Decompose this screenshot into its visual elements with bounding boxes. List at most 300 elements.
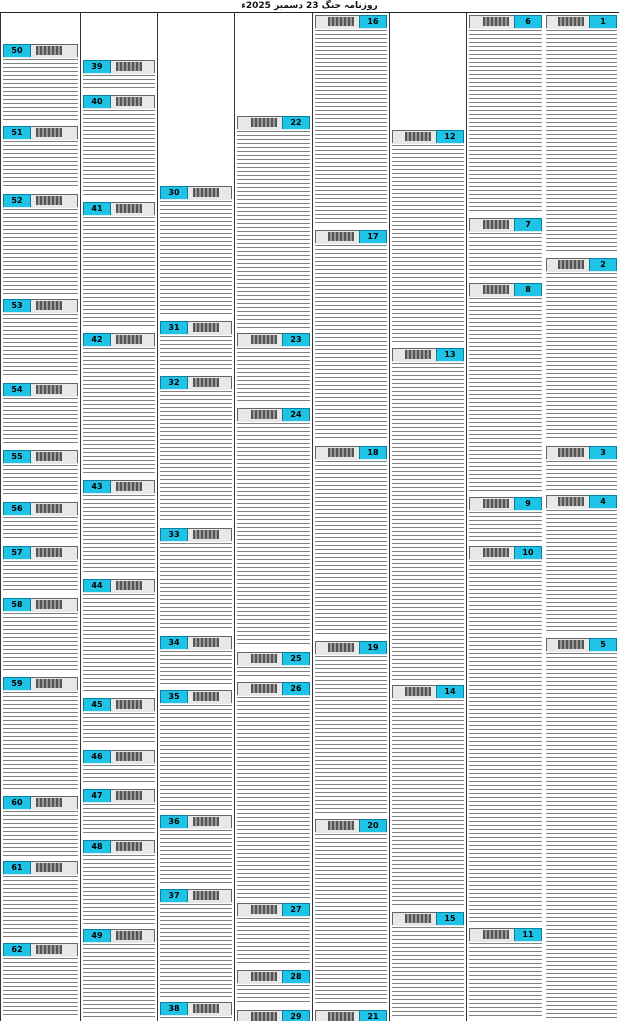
classified-ad <box>3 502 78 543</box>
phone-icon <box>36 385 62 394</box>
classified-column <box>80 13 157 1021</box>
phone-icon <box>328 821 354 830</box>
ad-number-badge: 49 <box>83 929 111 943</box>
ad-text-block <box>83 763 155 784</box>
classified-ad <box>3 194 78 296</box>
phone-icon <box>251 654 277 663</box>
ad-number-badge: 17 <box>359 230 387 244</box>
ad-number-badge: 10 <box>514 546 542 560</box>
classified-ad <box>83 750 155 786</box>
ad-number-badge: 57 <box>3 546 31 560</box>
ad-text-block <box>546 459 617 490</box>
ad-header-bar <box>160 690 232 704</box>
ad-number-badge: 22 <box>282 116 310 130</box>
ad-header-bar <box>237 116 310 130</box>
ad-header-bar <box>160 528 232 542</box>
classified-ad <box>3 598 78 674</box>
ad-header-bar <box>546 258 617 272</box>
ad-text-block <box>469 559 542 923</box>
phone-icon <box>116 62 142 71</box>
classified-column <box>0 13 80 1021</box>
classified-column <box>389 13 466 1021</box>
ad-text-block <box>237 983 310 1005</box>
ad-number-badge: 60 <box>3 796 31 810</box>
classified-ad <box>83 202 155 330</box>
classified-ad <box>469 283 542 494</box>
ad-number-badge: 18 <box>359 446 387 460</box>
phone-icon <box>36 128 62 137</box>
phone-icon <box>116 204 142 213</box>
ad-header-bar <box>83 202 155 216</box>
classified-ad <box>392 685 464 909</box>
ad-header-bar <box>315 446 387 460</box>
ad-header-bar <box>160 889 232 903</box>
ad-header-bar <box>160 815 232 829</box>
classified-ad <box>237 333 310 405</box>
ad-text-block <box>3 611 78 672</box>
ad-text-block <box>237 916 310 965</box>
classified-ad <box>546 258 617 443</box>
ad-text-block <box>83 802 155 835</box>
classified-ad <box>315 230 387 443</box>
ad-text-block <box>83 493 155 574</box>
classified-ad <box>469 15 542 215</box>
ad-text-block <box>83 73 155 90</box>
ad-number-badge: 21 <box>359 1010 387 1021</box>
phone-icon <box>328 1012 354 1021</box>
classified-ad <box>83 698 155 747</box>
phone-icon <box>251 905 277 914</box>
ad-text-block <box>392 361 464 680</box>
ad-text-block <box>160 389 232 523</box>
ad-number-badge: 25 <box>282 652 310 666</box>
ad-text-block <box>315 28 387 225</box>
ad-number-badge: 50 <box>3 44 31 58</box>
classified-ad <box>237 903 310 967</box>
phone-icon <box>116 931 142 940</box>
ad-number-badge: 13 <box>436 348 464 362</box>
ad-header-bar <box>160 636 232 650</box>
ad-header-bar <box>83 840 155 854</box>
ad-header-bar <box>3 126 78 140</box>
ad-text-block <box>160 649 232 685</box>
classified-ad <box>237 408 310 649</box>
classified-ad <box>83 579 155 695</box>
phone-icon <box>483 17 509 26</box>
phone-icon <box>116 791 142 800</box>
ad-header-bar <box>3 299 78 313</box>
ad-number-badge: 9 <box>514 497 542 511</box>
ad-number-badge: 38 <box>160 1002 188 1016</box>
classified-ad <box>160 636 232 687</box>
ad-header-bar <box>3 44 78 58</box>
ad-text-block <box>160 541 232 631</box>
ad-header-bar <box>469 546 542 560</box>
classified-ad <box>160 321 232 373</box>
ad-header-bar <box>160 321 232 335</box>
ad-text-block <box>83 711 155 745</box>
ad-number-badge: 1 <box>589 15 617 29</box>
classified-ad <box>160 528 232 633</box>
ad-header-bar <box>3 383 78 397</box>
ad-header-bar <box>3 194 78 208</box>
classified-ad <box>83 840 155 926</box>
classified-ad <box>3 383 78 447</box>
ad-number-badge: 33 <box>160 528 188 542</box>
ad-number-badge: 12 <box>436 130 464 144</box>
ad-text-block <box>83 108 155 197</box>
phone-icon <box>193 378 219 387</box>
ad-text-block <box>315 243 387 441</box>
classified-ad <box>3 44 78 123</box>
ad-header-bar <box>546 495 617 509</box>
phone-icon <box>251 1012 277 1021</box>
ad-number-badge: 7 <box>514 218 542 232</box>
phone-icon <box>116 842 142 851</box>
phone-icon <box>193 891 219 900</box>
classified-ad <box>83 333 155 477</box>
ad-number-badge: 14 <box>436 685 464 699</box>
ad-header-bar <box>469 283 542 297</box>
ad-header-bar <box>3 861 78 875</box>
classified-ad <box>3 299 78 380</box>
phone-icon <box>405 132 431 141</box>
ad-number-badge: 8 <box>514 283 542 297</box>
ad-number-badge: 55 <box>3 450 31 464</box>
phone-icon <box>193 817 219 826</box>
ad-number-badge: 44 <box>83 579 111 593</box>
phone-icon <box>116 581 142 590</box>
ad-text-block <box>3 956 78 1018</box>
ad-text-block <box>546 28 617 253</box>
phone-icon <box>328 448 354 457</box>
phone-icon <box>405 350 431 359</box>
phone-icon <box>193 323 219 332</box>
ad-header-bar <box>160 1002 232 1016</box>
phone-icon <box>193 1004 219 1013</box>
ad-number-badge: 45 <box>83 698 111 712</box>
ad-header-bar <box>546 15 617 29</box>
ad-header-bar <box>3 677 78 691</box>
ad-header-bar <box>83 60 155 74</box>
ad-header-bar <box>83 789 155 803</box>
classified-column <box>312 13 389 1021</box>
ad-header-bar <box>392 130 464 144</box>
ad-text-block <box>315 832 387 1005</box>
ad-text-block <box>237 346 310 403</box>
phone-icon <box>483 220 509 229</box>
ad-number-badge: 48 <box>83 840 111 854</box>
ad-text-block <box>160 1015 232 1018</box>
ad-number-badge: 47 <box>83 789 111 803</box>
classified-ad <box>237 970 310 1007</box>
ad-number-badge: 5 <box>589 638 617 652</box>
ad-header-bar <box>83 750 155 764</box>
ad-number-badge: 19 <box>359 641 387 655</box>
classified-ad <box>3 943 78 1020</box>
ad-text-block <box>3 139 78 189</box>
ad-number-badge: 6 <box>514 15 542 29</box>
ad-header-bar <box>315 819 387 833</box>
ad-number-badge: 24 <box>282 408 310 422</box>
classified-ad <box>3 126 78 191</box>
ad-header-bar <box>83 579 155 593</box>
ad-header-bar <box>315 641 387 655</box>
ad-number-badge: 27 <box>282 903 310 917</box>
ad-text-block <box>469 28 542 213</box>
classified-ad <box>160 1002 232 1020</box>
ad-header-bar <box>315 15 387 29</box>
classified-ad <box>160 889 232 999</box>
ad-text-block <box>3 874 78 938</box>
ad-text-block <box>315 654 387 814</box>
ad-number-badge: 4 <box>589 495 617 509</box>
ad-header-bar <box>237 682 310 696</box>
ad-header-bar <box>83 698 155 712</box>
ad-number-badge: 40 <box>83 95 111 109</box>
ad-text-block <box>83 942 155 1018</box>
ad-number-badge: 53 <box>3 299 31 313</box>
classified-ad <box>160 690 232 812</box>
phone-icon <box>36 301 62 310</box>
classified-ad <box>392 912 464 1020</box>
ad-number-badge: 32 <box>160 376 188 390</box>
phone-icon <box>251 335 277 344</box>
ad-number-badge: 15 <box>436 912 464 926</box>
ad-number-badge: 42 <box>83 333 111 347</box>
ad-header-bar <box>160 186 232 200</box>
ad-header-bar <box>3 796 78 810</box>
classified-ad <box>469 928 542 1020</box>
ad-text-block <box>3 312 78 378</box>
ad-text-block <box>237 129 310 328</box>
ad-number-badge: 62 <box>3 943 31 957</box>
phone-icon <box>251 972 277 981</box>
ad-number-badge: 31 <box>160 321 188 335</box>
ad-header-bar <box>3 546 78 560</box>
ad-header-bar <box>469 218 542 232</box>
phone-icon <box>558 17 584 26</box>
ad-header-bar <box>469 497 542 511</box>
classified-ad <box>160 815 232 886</box>
classified-ad <box>315 446 387 638</box>
ad-number-badge: 37 <box>160 889 188 903</box>
phone-icon <box>328 17 354 26</box>
classified-ad <box>237 682 310 900</box>
ad-number-badge: 61 <box>3 861 31 875</box>
classified-ad <box>469 218 542 280</box>
classified-ad <box>237 116 310 330</box>
ad-number-badge: 59 <box>3 677 31 691</box>
phone-icon <box>483 285 509 294</box>
ad-text-block <box>3 690 78 791</box>
ad-text-block <box>315 459 387 636</box>
classified-ad <box>3 546 78 595</box>
classified-ad <box>392 130 464 345</box>
ad-text-block <box>83 215 155 328</box>
ad-number-badge: 46 <box>83 750 111 764</box>
ad-number-badge: 54 <box>3 383 31 397</box>
classified-ad <box>3 861 78 940</box>
ad-number-badge: 39 <box>83 60 111 74</box>
phone-icon <box>483 930 509 939</box>
classified-ad <box>546 446 617 492</box>
phone-icon <box>116 97 142 106</box>
ad-text-block <box>3 515 78 541</box>
ad-text-block <box>160 902 232 997</box>
phone-icon <box>328 643 354 652</box>
ad-text-block <box>546 508 617 633</box>
phone-icon <box>483 499 509 508</box>
ad-number-badge: 51 <box>3 126 31 140</box>
ad-number-badge: 58 <box>3 598 31 612</box>
phone-icon <box>36 452 62 461</box>
classified-ad <box>315 819 387 1007</box>
ad-number-badge: 34 <box>160 636 188 650</box>
phone-icon <box>558 640 584 649</box>
ad-number-badge: 29 <box>282 1010 310 1021</box>
phone-icon <box>116 752 142 761</box>
ad-header-bar <box>546 446 617 460</box>
phone-icon <box>116 335 142 344</box>
ad-number-badge: 41 <box>83 202 111 216</box>
phone-icon <box>116 700 142 709</box>
classified-ad <box>237 1010 310 1021</box>
classified-ad <box>3 796 78 858</box>
classified-ad <box>546 638 617 1020</box>
ad-text-block <box>237 421 310 647</box>
ad-header-bar <box>3 450 78 464</box>
ad-number-badge: 35 <box>160 690 188 704</box>
ad-text-block <box>546 651 617 1018</box>
classified-ad <box>83 95 155 199</box>
phone-icon <box>36 548 62 557</box>
ad-header-bar <box>83 95 155 109</box>
ad-number-badge: 16 <box>359 15 387 29</box>
phone-icon <box>193 188 219 197</box>
classified-ad <box>546 495 617 635</box>
phone-icon <box>36 46 62 55</box>
phone-icon <box>405 914 431 923</box>
classified-ad <box>160 186 232 318</box>
classified-ad <box>392 348 464 682</box>
phone-icon <box>36 679 62 688</box>
classified-ad <box>83 789 155 837</box>
ad-header-bar <box>3 502 78 516</box>
classified-column <box>466 13 544 1021</box>
ad-header-bar <box>237 1010 310 1021</box>
classified-column <box>234 13 312 1021</box>
ad-number-badge: 52 <box>3 194 31 208</box>
phone-icon <box>558 260 584 269</box>
phone-icon <box>251 684 277 693</box>
phone-icon <box>36 945 62 954</box>
ad-text-block <box>392 925 464 1018</box>
phone-icon <box>193 638 219 647</box>
ad-header-bar <box>392 685 464 699</box>
ad-text-block <box>3 809 78 856</box>
ad-header-bar <box>237 652 310 666</box>
ad-text-block <box>469 941 542 1018</box>
ad-number-badge: 43 <box>83 480 111 494</box>
ad-text-block <box>3 559 78 593</box>
ad-header-bar <box>315 1010 387 1021</box>
ad-number-badge: 11 <box>514 928 542 942</box>
classified-ad <box>3 677 78 793</box>
phone-icon <box>193 692 219 701</box>
classified-ad <box>315 641 387 816</box>
ad-header-bar <box>392 348 464 362</box>
classified-ad <box>83 480 155 576</box>
ad-header-bar <box>392 912 464 926</box>
ad-number-badge: 2 <box>589 258 617 272</box>
ad-text-block <box>160 334 232 371</box>
phone-icon <box>483 548 509 557</box>
phone-icon <box>36 863 62 872</box>
ad-text-block <box>83 346 155 475</box>
classified-column <box>157 13 234 1021</box>
ad-text-block <box>469 510 542 541</box>
ad-number-badge: 56 <box>3 502 31 516</box>
ad-number-badge: 23 <box>282 333 310 347</box>
ad-header-bar <box>469 15 542 29</box>
ad-number-badge: 20 <box>359 819 387 833</box>
ad-text-block <box>3 57 78 121</box>
classified-ad <box>83 929 155 1020</box>
ad-number-badge: 30 <box>160 186 188 200</box>
ad-text-block <box>469 231 542 278</box>
ad-text-block <box>469 296 542 492</box>
ad-header-bar <box>83 480 155 494</box>
phone-icon <box>251 118 277 127</box>
phone-icon <box>36 504 62 513</box>
phone-icon <box>405 687 431 696</box>
ad-header-bar <box>83 929 155 943</box>
ad-number-badge: 3 <box>589 446 617 460</box>
phone-icon <box>193 530 219 539</box>
ad-number-badge: 36 <box>160 815 188 829</box>
classified-ad <box>469 546 542 925</box>
ad-header-bar <box>546 638 617 652</box>
classified-ad <box>160 376 232 525</box>
page-title: روزنامہ جنگ 23 دسمبر 2025ء <box>0 0 619 13</box>
classified-column <box>544 13 619 1021</box>
classified-ad <box>546 15 617 255</box>
ad-text-block <box>237 695 310 898</box>
classified-ad <box>315 1010 387 1021</box>
ad-header-bar <box>3 598 78 612</box>
ad-number-badge: 28 <box>282 970 310 984</box>
ad-header-bar <box>160 376 232 390</box>
ad-header-bar <box>3 943 78 957</box>
phone-icon <box>116 482 142 491</box>
ad-header-bar <box>469 928 542 942</box>
ad-text-block <box>160 703 232 810</box>
ad-header-bar <box>237 970 310 984</box>
classified-ad <box>469 497 542 543</box>
phone-icon <box>36 196 62 205</box>
ad-text-block <box>3 396 78 445</box>
classified-ad <box>83 60 155 92</box>
phone-icon <box>328 232 354 241</box>
classified-ad <box>237 652 310 679</box>
ad-text-block <box>392 143 464 343</box>
ad-header-bar <box>237 408 310 422</box>
phone-icon <box>558 448 584 457</box>
phone-icon <box>36 600 62 609</box>
ad-text-block <box>546 271 617 441</box>
classified-ad <box>315 15 387 227</box>
